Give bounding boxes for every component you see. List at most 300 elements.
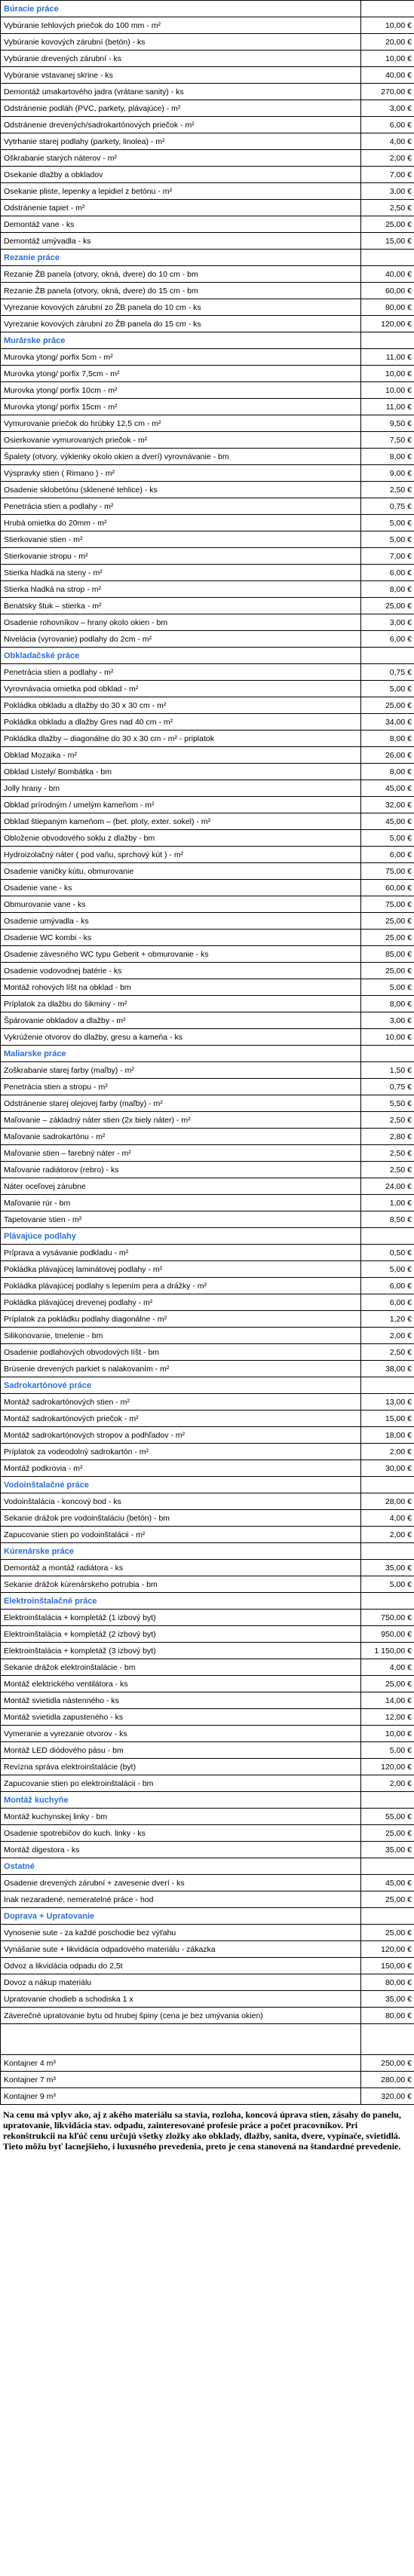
item-price: 6,00 € — [361, 1294, 414, 1311]
container-row — [1, 2088, 414, 2105]
item-description: Stierka hladká na strop - m² — [1, 581, 361, 598]
price-row — [1, 1809, 414, 1825]
section-header-empty — [361, 1228, 414, 1245]
item-price: 10,00 € — [361, 366, 414, 382]
item-price: 9,00 € — [361, 465, 414, 482]
price-row — [1, 1344, 414, 1361]
price-row — [1, 316, 414, 332]
item-description: Pokládka obkladu a dlažby Gres nad 40 cm - m² — [1, 714, 361, 731]
price-row — [1, 747, 414, 764]
item-price: 5,00 € — [361, 531, 414, 548]
item-price: 12,00 € — [361, 1709, 414, 1726]
price-row — [1, 1510, 414, 1527]
section-header — [1, 1543, 414, 1560]
item-price: 4,00 € — [361, 1510, 414, 1527]
item-price: 5,00 € — [361, 515, 414, 531]
item-price: 34,00 € — [361, 714, 414, 731]
item-price: 7,00 € — [361, 167, 414, 183]
item-description: Vynosenie sute - za každé poschodie bez výťahu — [1, 1925, 361, 1941]
item-description: Demontáž a montáž radiátora - ks — [1, 1560, 361, 1576]
item-description: Vybúranie drevených zárubní - ks — [1, 51, 361, 67]
section-header — [1, 1858, 414, 1875]
item-description: Montáž sadrokartónových stropov a podhľadov - m² — [1, 1427, 361, 1444]
item-description: Vybúranie vstavanej skrine - ks — [1, 67, 361, 84]
price-row — [1, 366, 414, 382]
item-description: Vytrhanie starej podlahy (parkety, linolea) - m² — [1, 133, 361, 150]
price-row — [1, 1361, 414, 1377]
item-description: Náter oceľovej zárubne — [1, 1178, 361, 1195]
price-row — [1, 1626, 414, 1643]
item-description: Zoškrabanie starej farby (maľby) - m² — [1, 1062, 361, 1079]
price-row — [1, 1825, 414, 1842]
item-price: 120,00 € — [361, 1941, 414, 1958]
item-description: Obloženie obvodového soklu z dlažby - bm — [1, 830, 361, 847]
item-price: 10,00 € — [361, 1029, 414, 1046]
item-price: 45,00 € — [361, 1875, 414, 1891]
item-price: 2,00 € — [361, 1328, 414, 1344]
price-row — [1, 498, 414, 515]
item-price: 25,00 € — [361, 963, 414, 979]
item-description: Elektroinštalácia + kompletáž (2 izbový byt) — [1, 1626, 361, 1643]
item-price: 10,00 € — [361, 51, 414, 67]
item-price: 45,00 € — [361, 780, 414, 797]
item-description: Osadenie WC kombi - ks — [1, 930, 361, 946]
item-description: Osadenie umývadla - ks — [1, 913, 361, 930]
price-row — [1, 896, 414, 913]
price-row — [1, 813, 414, 830]
price-row — [1, 34, 414, 51]
section-title: Ostatné — [1, 1858, 361, 1875]
price-row — [1, 1095, 414, 1112]
price-row — [1, 1145, 414, 1162]
container-price: 280,00 € — [361, 2072, 414, 2088]
item-description: Osadenie podlahových obvodových líšt - bm — [1, 1344, 361, 1361]
item-description: Murovka ytong/ porfix 10cm - m² — [1, 382, 361, 399]
item-description: Sekanie drážok pre vodoinštaláciu (betón) - bm — [1, 1510, 361, 1527]
item-price: 1,20 € — [361, 1311, 414, 1328]
price-row — [1, 133, 414, 150]
item-description: Príprava a vysávanie podkladu - m² — [1, 1245, 361, 1261]
item-description: Osadenie sklobetónu (sklenené tehlice) - ks — [1, 482, 361, 498]
item-description: Záverečné upratovanie bytu od hrubej špiny (cena je bez umývania okien) — [1, 2008, 361, 2024]
item-description: Maľovanie – základný náter stien (2x biely náter) - m² — [1, 1112, 361, 1129]
price-row — [1, 167, 414, 183]
item-description: Rezanie ŽB panela (otvory, okná, dvere) do 15 cm - bm — [1, 283, 361, 299]
section-header — [1, 1377, 414, 1394]
price-row — [1, 1659, 414, 1676]
item-description: Demontáž vane - ks — [1, 216, 361, 233]
item-description: Stierka hladká na steny - m² — [1, 565, 361, 581]
section-header-empty — [361, 1593, 414, 1610]
price-row — [1, 697, 414, 714]
item-price: 150,00 € — [361, 1958, 414, 1974]
price-row — [1, 1411, 414, 1427]
item-description: Odstránenie podlàh (PVC, parkety, plávajúce) - m² — [1, 100, 361, 117]
item-price: 6,00 € — [361, 847, 414, 863]
item-price: 11,00 € — [361, 399, 414, 415]
item-description: Hydroizolačný náter ( pod vaňu, sprchový kút ) - m² — [1, 847, 361, 863]
item-price: 8,00 € — [361, 764, 414, 780]
item-price: 40,00 € — [361, 67, 414, 84]
price-row — [1, 84, 414, 100]
price-row — [1, 482, 414, 498]
item-description: Murovka ytong/ porfix 7,5cm - m² — [1, 366, 361, 382]
section-header-empty — [361, 1377, 414, 1394]
item-description: Silikonovanie, tmelenie - bm — [1, 1328, 361, 1344]
item-description: Vybúranie tehlových priečok do 100 mm - m² — [1, 17, 361, 34]
item-description: Hrubá omietka do 20mm - m² — [1, 515, 361, 531]
item-description: Vybúranie kovových zárubní (betón) - ks — [1, 34, 361, 51]
price-row — [1, 1029, 414, 1046]
price-row — [1, 1162, 414, 1178]
price-row — [1, 830, 414, 847]
item-description: Murovka ytong/ porfix 15cm - m² — [1, 399, 361, 415]
price-row — [1, 415, 414, 432]
price-row — [1, 183, 414, 200]
item-price: 6,00 € — [361, 631, 414, 648]
item-description: Montáž elektrického ventilátora - ks — [1, 1676, 361, 1692]
item-price: 25,00 € — [361, 930, 414, 946]
container-size: Kontajner 7 m³ — [1, 2072, 361, 2088]
item-description: Vymurovanie priečok do hrúbky 12,5 cm - m² — [1, 415, 361, 432]
section-header-empty — [361, 1046, 414, 1062]
price-row — [1, 880, 414, 896]
section-title: Kúrenárske práce — [1, 1543, 361, 1560]
price-row — [1, 266, 414, 283]
price-row — [1, 1610, 414, 1626]
section-header-empty — [361, 1, 414, 17]
price-row — [1, 233, 414, 250]
price-row — [1, 979, 414, 996]
item-price: 4,00 € — [361, 133, 414, 150]
section-header — [1, 1593, 414, 1610]
item-description: Penetrácia stien a stropu - m² — [1, 1079, 361, 1095]
item-description: Obklad Listely/ Bombátka - bm — [1, 764, 361, 780]
price-row — [1, 581, 414, 598]
item-price: 2,50 € — [361, 1145, 414, 1162]
price-row — [1, 913, 414, 930]
price-row — [1, 283, 414, 299]
item-price: 9,50 € — [361, 415, 414, 432]
item-price: 25,00 € — [361, 697, 414, 714]
item-description: Jolly hrany - bm — [1, 780, 361, 797]
price-row — [1, 1842, 414, 1858]
item-price: 25,00 € — [361, 1825, 414, 1842]
item-description: Sekanie drážok elektroinštalácie - bm — [1, 1659, 361, 1676]
price-row — [1, 1328, 414, 1344]
item-description: Demontáž umývadla - ks — [1, 233, 361, 250]
item-description: Špalety (otvory, výklenky okolo okien a dverí) vyrovnávanie - bm — [1, 449, 361, 465]
item-price: 35,00 € — [361, 1991, 414, 2008]
item-description: Osadenie vane - ks — [1, 880, 361, 896]
price-row — [1, 714, 414, 731]
item-price: 35,00 € — [361, 1560, 414, 1576]
price-row — [1, 1991, 414, 2008]
item-price: 270,00 € — [361, 84, 414, 100]
price-row — [1, 1129, 414, 1145]
item-price: 6,00 € — [361, 565, 414, 581]
item-description: Vynášanie sute + likvidácia odpadového materiálu - zákazka — [1, 1941, 361, 1958]
item-price: 10,00 € — [361, 1726, 414, 1742]
item-price: 120,00 € — [361, 1759, 414, 1775]
item-price: 24,00 € — [361, 1178, 414, 1195]
item-price: 5,00 € — [361, 979, 414, 996]
item-description: Maľovanie sadrokartónu - m² — [1, 1129, 361, 1145]
price-row — [1, 1726, 414, 1742]
item-price: 5,00 € — [361, 1261, 414, 1278]
item-price: 2,50 € — [361, 1162, 414, 1178]
price-row — [1, 1941, 414, 1958]
item-price: 38,00 € — [361, 1361, 414, 1377]
section-title: Doprava + Upratovanie — [1, 1908, 361, 1925]
price-row — [1, 1709, 414, 1726]
price-row — [1, 1178, 414, 1195]
price-row — [1, 1311, 414, 1328]
item-price: 8,00 € — [361, 581, 414, 598]
item-description: Príplatok za dlažbu do šikminy - m² — [1, 996, 361, 1012]
item-description: Obklad štiepaným kameňom – (bet. ploty, exter. sokel) - m² — [1, 813, 361, 830]
price-row — [1, 349, 414, 366]
item-description: Oškrabanie starých náterov - m² — [1, 150, 361, 167]
item-description: Demontáž umakartového jadra (vrátane sanity) - ks — [1, 84, 361, 100]
item-price: 45,00 € — [361, 813, 414, 830]
section-header-empty — [361, 250, 414, 266]
item-price: 7,50 € — [361, 432, 414, 449]
section-header-empty — [361, 648, 414, 664]
item-price: 5,00 € — [361, 830, 414, 847]
item-description: Benátsky štuk – stierka - m² — [1, 598, 361, 614]
price-row — [1, 2008, 414, 2024]
section-header — [1, 250, 414, 266]
price-row — [1, 1759, 414, 1775]
item-price: 2,00 € — [361, 1444, 414, 1460]
item-description: Montáž sadrokartónových stien - m² — [1, 1394, 361, 1411]
price-row — [1, 515, 414, 531]
item-price: 13,00 € — [361, 1394, 414, 1411]
price-row — [1, 1444, 414, 1460]
container-row — [1, 2055, 414, 2072]
item-price: 60,00 € — [361, 880, 414, 896]
price-row — [1, 1643, 414, 1659]
price-row — [1, 1925, 414, 1941]
section-title: Búracie práce — [1, 1, 361, 17]
price-row — [1, 200, 414, 216]
price-row — [1, 1112, 414, 1129]
item-price: 1 150,00 € — [361, 1643, 414, 1659]
section-header — [1, 1, 414, 17]
item-description: Nivelácia (vyrovanie) podlahy do 2cm - m² — [1, 631, 361, 648]
spacer-cell — [361, 2024, 414, 2055]
pricing-note: Na cenu má vplyv ako, aj z akého materiálu sa stavia, rozloha, koncová úprava stien, zásahy do panelu, upratovanie, likvidácia stav. odpadu, zainteresované profesie práce a počet pracovníkov. Pri rekonštrukcii na kľúč cenu určujú všetky zložky ako obklady, dlažby, sanita, dvere, vypínače, svietidlá. Tieto môžu byť lacnejšieho, i luxusného prevedenia, preto je cena stanovená na štandardné prevedenie. — [3, 2109, 401, 2152]
section-title: Montáž kuchyňe — [1, 1792, 361, 1809]
item-price: 25,00 € — [361, 598, 414, 614]
item-description: Montáž rohových líšt na obklad - bm — [1, 979, 361, 996]
item-description: Pokládka plávajúcej drevenej podlahy - m² — [1, 1294, 361, 1311]
item-description: Špárovanie obkladov a dlažby - m² — [1, 1012, 361, 1029]
item-description: Obmurovanie vane - ks — [1, 896, 361, 913]
item-description: Sekanie drážok kúrenárskeho potrubia - bm — [1, 1576, 361, 1593]
item-description: Pokládka plávajúcej podlahy s lepením pera a drážky - m² — [1, 1278, 361, 1294]
item-description: Pokládka plávajúcej laminátovej podlahy - m² — [1, 1261, 361, 1278]
container-price: 250,00 € — [361, 2055, 414, 2072]
item-price: 25,00 € — [361, 1891, 414, 1908]
item-description: Penetrácia stien a podlahy - m² — [1, 498, 361, 515]
item-description: Osadenie drevených zárubní + zavesenie dverí - ks — [1, 1875, 361, 1891]
item-price: 750,00 € — [361, 1610, 414, 1626]
section-title: Rezanie práce — [1, 250, 361, 266]
item-description: Osekanie dlažby a obkladov — [1, 167, 361, 183]
price-row — [1, 1742, 414, 1759]
item-description: Pokládka obkladu a dlažby do 30 x 30 cm - m² — [1, 697, 361, 714]
item-price: 18,00 € — [361, 1427, 414, 1444]
section-title: Murárske práce — [1, 332, 361, 349]
price-row — [1, 1692, 414, 1709]
item-price: 2,00 € — [361, 1775, 414, 1792]
item-price: 15,00 € — [361, 1411, 414, 1427]
price-row — [1, 449, 414, 465]
section-header — [1, 332, 414, 349]
item-description: Príplatok za pokládku podlahy diagonálne - m² — [1, 1311, 361, 1328]
item-description: Odstránenie drevených/sadrokartónových priečok - m² — [1, 117, 361, 133]
item-price: 25,00 € — [361, 1925, 414, 1941]
price-row — [1, 780, 414, 797]
item-price: 55,00 € — [361, 1809, 414, 1825]
item-price: 8,00 € — [361, 996, 414, 1012]
price-row — [1, 1891, 414, 1908]
section-title: Maliarske práce — [1, 1046, 361, 1062]
item-price: 1,00 € — [361, 1195, 414, 1211]
item-price: 3,00 € — [361, 614, 414, 631]
price-row — [1, 614, 414, 631]
item-description: Odvoz a likvidácia odpadu do 2,5t — [1, 1958, 361, 1974]
price-row — [1, 1079, 414, 1095]
item-description: Odstránenie starej olejovej farby (maľby) - m² — [1, 1095, 361, 1112]
price-row — [1, 216, 414, 233]
item-price: 2,50 € — [361, 1344, 414, 1361]
item-description: Maľovanie stien – farebný náter - m² — [1, 1145, 361, 1162]
item-price: 5,00 € — [361, 1576, 414, 1593]
item-description: Stierkovanie stropu - m² — [1, 548, 361, 565]
price-row — [1, 1062, 414, 1079]
item-description: Pokládka dlažby – diagonálne do 30 x 30 cm - m² - priplatok — [1, 731, 361, 747]
item-description: Osadenie vodovodnej batérie - ks — [1, 963, 361, 979]
item-description: Osadenie závesného WC typu Geberit + obmurovanie - ks — [1, 946, 361, 963]
item-price: 2,00 € — [361, 1527, 414, 1543]
container-price: 320,00 € — [361, 2088, 414, 2105]
price-row — [1, 996, 414, 1012]
item-description: Dovoz a nákup materiálu — [1, 1974, 361, 1991]
item-price: 80,00 € — [361, 299, 414, 316]
item-price: 0,75 € — [361, 1079, 414, 1095]
price-row — [1, 1195, 414, 1211]
item-price: 7,00 € — [361, 548, 414, 565]
price-row — [1, 1875, 414, 1891]
section-header — [1, 1228, 414, 1245]
item-description: Vyrezanie kovových zárubní zo ŽB panela do 15 cm - ks — [1, 316, 361, 332]
price-row — [1, 1261, 414, 1278]
price-row — [1, 1460, 414, 1477]
price-row — [1, 598, 414, 614]
price-row — [1, 1211, 414, 1228]
item-price: 4,00 € — [361, 1659, 414, 1676]
item-price: 40,00 € — [361, 266, 414, 283]
item-description: Vyrezanie kovových zárubní zo ŽB panela do 10 cm - ks — [1, 299, 361, 316]
section-title: Plávajúce podlahy — [1, 1228, 361, 1245]
item-description: Revízna správa elektroinštalácie (byt) — [1, 1759, 361, 1775]
item-price: 85,00 € — [361, 946, 414, 963]
price-row — [1, 1427, 414, 1444]
price-row — [1, 465, 414, 482]
item-description: Montáž sadrokartónových priečok - m² — [1, 1411, 361, 1427]
item-description: Tapetovanie stien - m² — [1, 1211, 361, 1228]
item-description: Osierkovanie vymurovaných priečok - m² — [1, 432, 361, 449]
item-price: 11,00 € — [361, 349, 414, 366]
price-row — [1, 631, 414, 648]
item-description: Vyrovnávacia omietka pod obklad - m² — [1, 681, 361, 697]
item-price: 25,00 € — [361, 913, 414, 930]
item-price: 14,00 € — [361, 1692, 414, 1709]
price-row — [1, 1493, 414, 1510]
item-description: Vymeranie a vyrezanie otvorov - ks — [1, 1726, 361, 1742]
item-price: 10,00 € — [361, 382, 414, 399]
item-price: 0,75 € — [361, 498, 414, 515]
item-description: Montáž LED diódového pásu - bm — [1, 1742, 361, 1759]
container-row — [1, 2072, 414, 2088]
item-price: 8,00 € — [361, 731, 414, 747]
item-description: Maľovanie radiátorov (rebro) - ks — [1, 1162, 361, 1178]
price-row — [1, 1012, 414, 1029]
item-price: 2,50 € — [361, 482, 414, 498]
item-description: Osadenie rohovníkov – hrany okolo okien - bm — [1, 614, 361, 631]
price-row — [1, 51, 414, 67]
price-row — [1, 299, 414, 316]
price-row — [1, 117, 414, 133]
item-price: 2,80 € — [361, 1129, 414, 1145]
item-price: 2,50 € — [361, 1112, 414, 1129]
item-price: 3,00 € — [361, 1012, 414, 1029]
section-title: Elektroinštalačné práce — [1, 1593, 361, 1610]
item-price: 60,00 € — [361, 283, 414, 299]
section-title: Vodoinštalačné práce — [1, 1477, 361, 1493]
item-description: Elektroinštalácia + kompletáž (1 izbový byt) — [1, 1610, 361, 1626]
item-price: 75,00 € — [361, 896, 414, 913]
item-description: Rezanie ŽB panela (otvory, okná, dvere) do 10 cm - bm — [1, 266, 361, 283]
item-description: Vykrúženie otvorov do dlažby, gresu a kameňa - ks — [1, 1029, 361, 1046]
item-price: 5,00 € — [361, 681, 414, 697]
item-price: 75,00 € — [361, 863, 414, 880]
item-price: 35,00 € — [361, 1842, 414, 1858]
item-price: 6,00 € — [361, 1278, 414, 1294]
item-description: Brúsenie drevených parkiet s nalakovaním - m² — [1, 1361, 361, 1377]
item-price: 2,00 € — [361, 150, 414, 167]
item-price: 8,50 € — [361, 1211, 414, 1228]
section-header-empty — [361, 332, 414, 349]
price-row — [1, 681, 414, 697]
section-title: Sadrokartónové práce — [1, 1377, 361, 1394]
item-description: Murovka ytong/ porfix 5cm - m² — [1, 349, 361, 366]
price-row — [1, 847, 414, 863]
item-description: Odstránenie tapiet - m² — [1, 200, 361, 216]
item-description: Osekanie pliste, lepenky a lepidiel z betónu - m² — [1, 183, 361, 200]
section-title: Obkladačské práce — [1, 648, 361, 664]
price-row — [1, 1560, 414, 1576]
item-price: 0,50 € — [361, 1245, 414, 1261]
price-row — [1, 432, 414, 449]
section-header-empty — [361, 1908, 414, 1925]
section-header-empty — [361, 1792, 414, 1809]
section-header-empty — [361, 1477, 414, 1493]
item-description: Vodoinštalácia - koncový bod - ks — [1, 1493, 361, 1510]
